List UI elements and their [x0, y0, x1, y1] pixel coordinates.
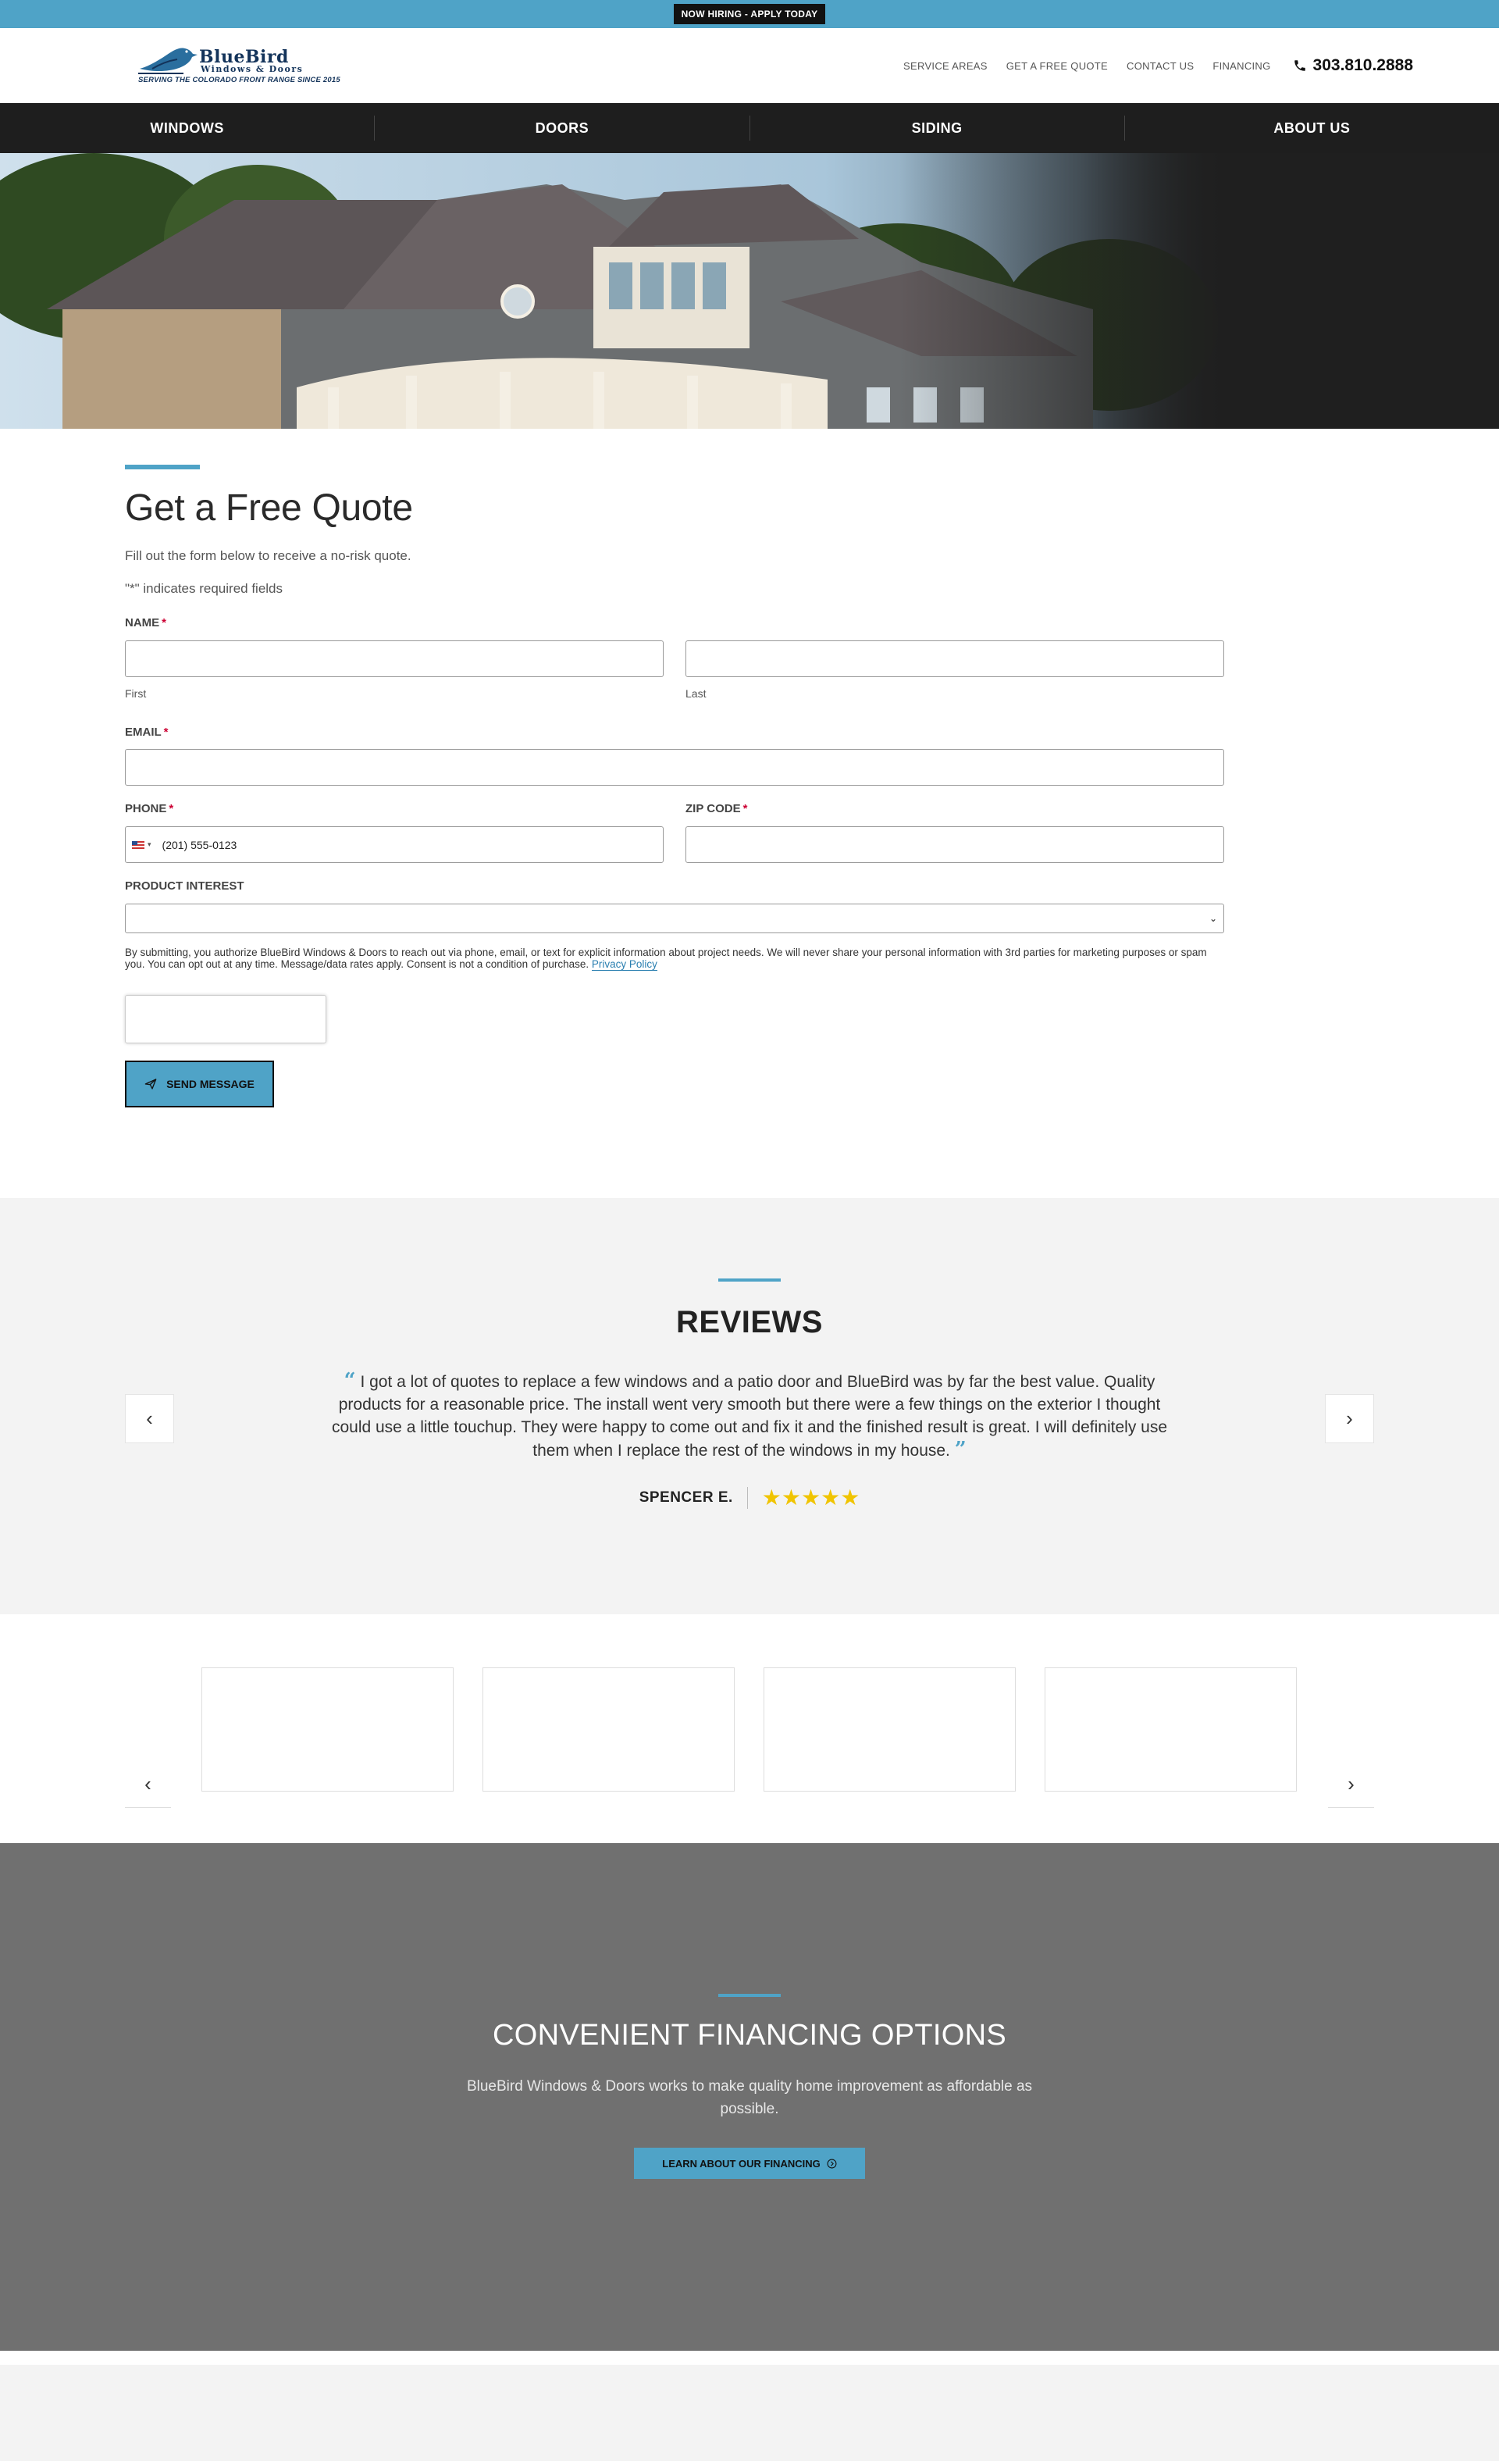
zip-input[interactable]: [685, 826, 1224, 863]
country-dropdown-icon[interactable]: ▾: [148, 840, 151, 848]
last-name-input[interactable]: [685, 640, 1224, 677]
main-nav: [0, 103, 1499, 153]
consent-text: By submitting, you authorize BlueBird Windows & Doors to reach out via phone, email, or text for explicit information about project needs. We will never share your personal information with 3rd parties for marketing purposes or spam you. You can opt out at any time. Message/data rates apply. Consent is not a condition of purchase. Privacy Policy: [125, 947, 1207, 970]
nav-siding[interactable]: SIDING: [911, 120, 963, 136]
name-label: NAME *: [125, 616, 167, 629]
send-message-label: SEND MESSAGE: [166, 1078, 255, 1090]
review-prev-button[interactable]: [125, 1394, 174, 1443]
last-name-sublabel: Last: [685, 687, 707, 700]
quote-title: Get a Free Quote: [125, 487, 413, 529]
logos-carousel: [0, 1614, 1499, 1843]
phone-placeholder: (201) 555-0123: [162, 838, 237, 851]
announcement-bar: [0, 0, 1499, 28]
footer-spacer: [0, 2351, 1499, 2365]
nav-windows[interactable]: WINDOWS: [150, 120, 224, 136]
partner-logo-card[interactable]: [201, 1667, 454, 1792]
nav-contact-us[interactable]: CONTACT US: [1127, 59, 1195, 72]
nav-free-quote[interactable]: GET A FREE QUOTE: [1006, 59, 1109, 72]
nav-about-us[interactable]: ABOUT US: [1273, 120, 1351, 136]
quote-section: [0, 429, 1499, 1198]
select-chevron-icon: ⌄: [1209, 913, 1217, 924]
phone-link[interactable]: [1293, 56, 1413, 75]
us-flag-icon[interactable]: [132, 841, 144, 849]
reviewer-name: SPENCER E.: [639, 1489, 733, 1506]
first-name-sublabel: First: [125, 687, 147, 700]
section-accent-line: [125, 465, 200, 469]
review-text: “ I got a lot of quotes to replace a few windows and a patio door and BlueBird was by far the best value. Quality products for a reasonable price. The install went very smooth but there were a few things on the exterior I thought could use a little touchup. They were happy to come out and fix it and the finished result is great. I will definitely use them when I replace the rest of the windows in my house. ”: [331, 1369, 1168, 1461]
financing-section: [0, 1843, 1499, 2351]
partner-logo-card[interactable]: [482, 1667, 735, 1792]
logos-next-button[interactable]: [1328, 1761, 1374, 1808]
bluebird-logo-icon: [137, 42, 199, 77]
footer-area: [0, 2365, 1499, 2461]
quote-intro: Fill out the form below to receive a no-risk quote.: [125, 548, 411, 563]
partner-logo-card[interactable]: [1045, 1667, 1297, 1792]
partner-logo-card[interactable]: [764, 1667, 1016, 1792]
product-interest-label: PRODUCT INTEREST: [125, 879, 244, 893]
chevron-right-icon: ›: [1346, 1407, 1353, 1430]
chevron-left-icon: ‹: [146, 1407, 153, 1430]
phone-number: 303.810.2888: [1312, 56, 1413, 74]
review-next-button[interactable]: [1325, 1394, 1374, 1443]
logo-tagline: SERVING THE COLORADO FRONT RANGE SINCE 2015: [138, 76, 340, 84]
arrow-circle-right-icon: [827, 2159, 837, 2169]
chevron-right-icon: ›: [1348, 1772, 1355, 1795]
privacy-policy-link[interactable]: Privacy Policy: [591, 958, 657, 970]
zip-label: ZIP CODE *: [685, 802, 748, 815]
site-header: [0, 28, 1499, 103]
required-note: "*" indicates required fields: [125, 581, 283, 596]
first-name-input[interactable]: [125, 640, 664, 677]
reviews-accent-line: [718, 1278, 781, 1282]
logos-prev-button[interactable]: [125, 1761, 171, 1808]
send-message-button[interactable]: [125, 1061, 274, 1107]
open-quote-icon: “: [344, 1369, 356, 1392]
financing-title: CONVENIENT FINANCING OPTIONS: [493, 2019, 1006, 2052]
financing-accent-line: [718, 1994, 781, 1997]
email-input[interactable]: [125, 749, 1224, 786]
phone-input[interactable]: [125, 826, 664, 863]
reviews-title: REVIEWS: [676, 1305, 823, 1339]
financing-text: BlueBird Windows & Doors works to make quality home improvement as affordable as possible.: [466, 2078, 1033, 2117]
house-photo: [0, 153, 1499, 429]
header-nav: [903, 56, 1413, 75]
email-label: EMAIL *: [125, 726, 169, 739]
nav-doors[interactable]: DOORS: [535, 120, 589, 136]
product-interest-select[interactable]: [125, 904, 1224, 933]
close-quote-icon: ”: [954, 1438, 967, 1461]
reviews-section: [0, 1198, 1499, 1614]
now-hiring-button[interactable]: NOW HIRING - APPLY TODAY: [674, 4, 826, 24]
nav-service-areas[interactable]: SERVICE AREAS: [903, 59, 988, 72]
logo-subtitle: Windows & Doors: [201, 64, 304, 74]
captcha-box[interactable]: [125, 995, 326, 1043]
logo-name: BlueBird: [199, 47, 289, 67]
hero-image: [0, 153, 1499, 429]
financing-button-label: LEARN ABOUT OUR FINANCING: [662, 2157, 821, 2170]
reviewer-info: [0, 1485, 1499, 1510]
star-rating-icon: ★★★★★: [761, 1485, 860, 1510]
financing-button[interactable]: [634, 2148, 865, 2179]
company-logo[interactable]: [137, 41, 359, 91]
paper-plane-icon: [144, 1078, 157, 1090]
phone-label: PHONE *: [125, 802, 174, 815]
chevron-left-icon: ‹: [144, 1772, 151, 1795]
nav-financing[interactable]: FINANCING: [1212, 59, 1271, 72]
phone-icon: [1293, 59, 1307, 73]
reviewer-divider: [747, 1487, 748, 1509]
